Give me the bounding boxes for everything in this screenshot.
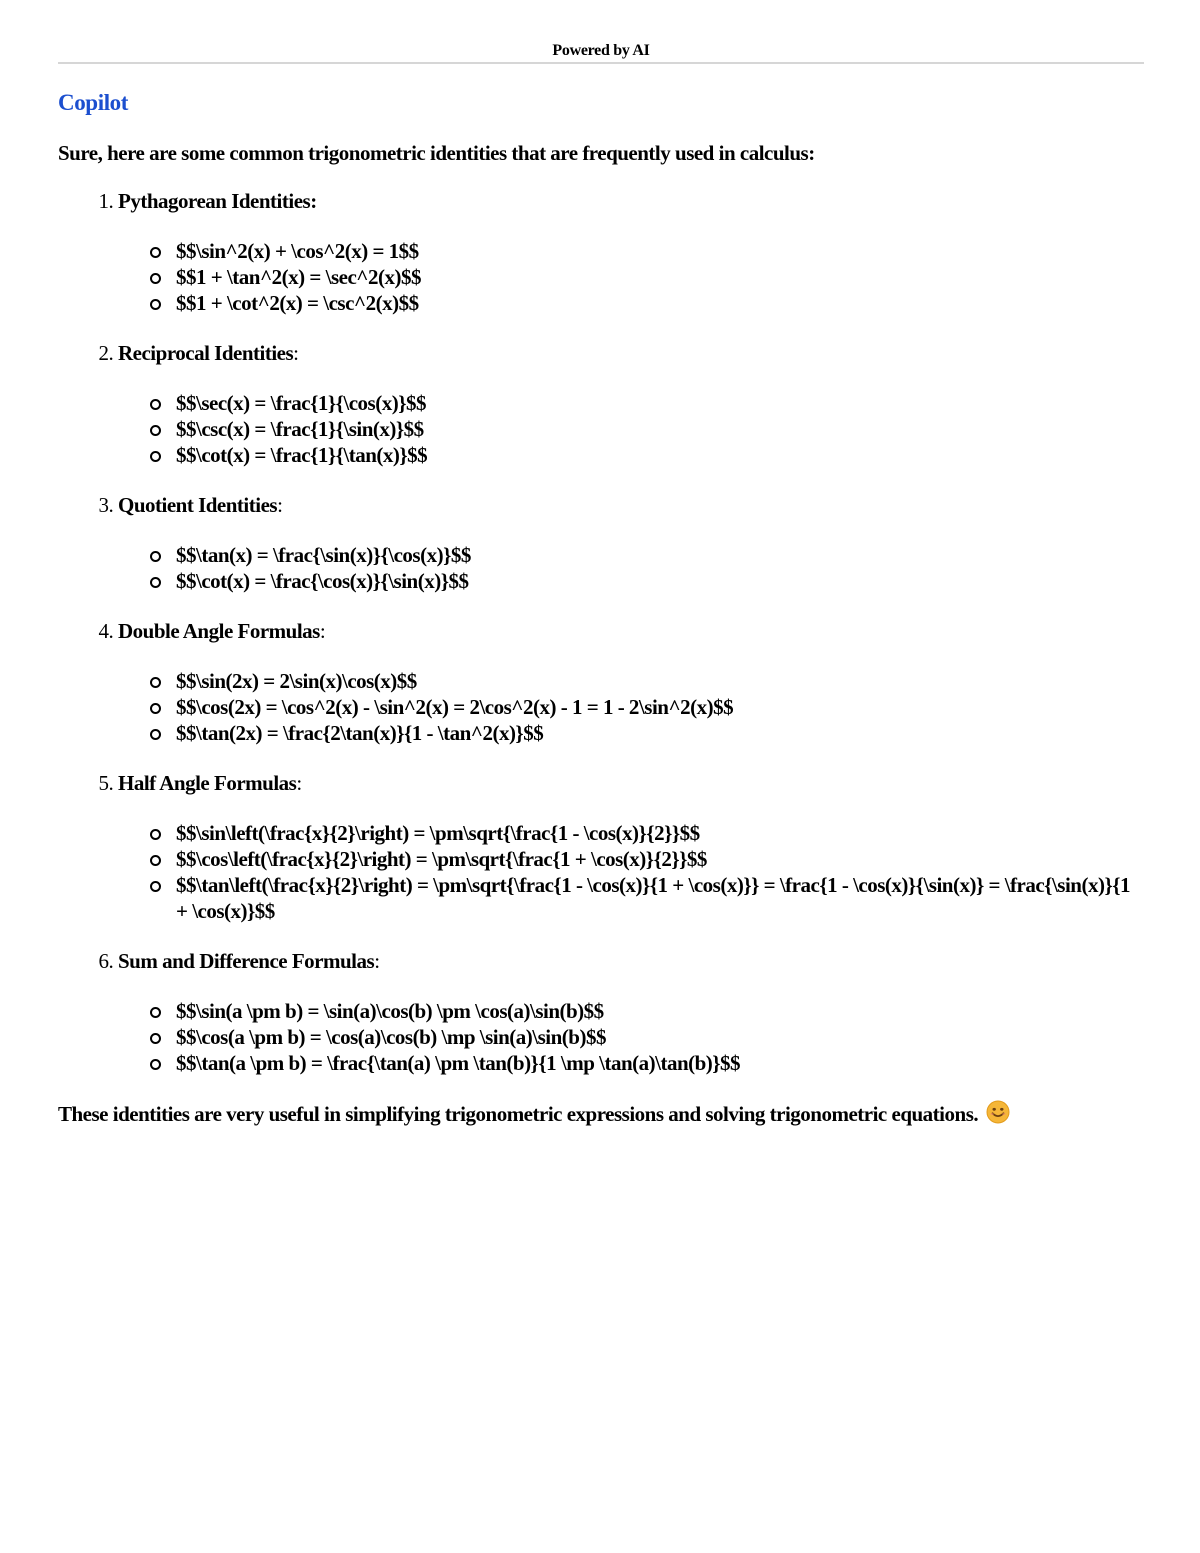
hollow-circle-bullet-icon xyxy=(150,1007,161,1018)
formula-item xyxy=(176,416,1144,442)
formula-list xyxy=(118,668,1144,746)
formula-list xyxy=(118,542,1144,594)
hollow-circle-bullet-icon xyxy=(150,729,161,740)
formula-text: $$1 + \cot^2(x) = \csc^2(x)$$ xyxy=(176,291,419,315)
smiling-face-graphic xyxy=(986,1100,1010,1124)
section-title-colon: : xyxy=(293,341,299,365)
hollow-circle-bullet-icon xyxy=(150,299,161,310)
section-title: Pythagorean Identities: xyxy=(118,189,317,213)
formula-item xyxy=(176,1024,1144,1050)
formula-item xyxy=(176,568,1144,594)
formula-list xyxy=(118,820,1144,924)
formula-text: $$\tan(2x) = \frac{2\tan(x)}{1 - \tan^2(x)}$$ xyxy=(176,721,544,745)
formula-item xyxy=(176,390,1144,416)
formula-item xyxy=(176,542,1144,568)
hollow-circle-bullet-icon xyxy=(150,399,161,410)
intro-text: Sure, here are some common trigonometric identities that are frequently used in calculus: xyxy=(58,141,815,165)
hollow-circle-bullet-icon xyxy=(150,855,161,866)
identity-sections-list xyxy=(58,188,1144,1076)
section-title-colon: : xyxy=(319,619,326,643)
formula-item xyxy=(176,1050,1144,1076)
section-title-colon: : xyxy=(277,493,283,517)
page-header xyxy=(58,0,1144,64)
formula-text: $$\cos(a \pm b) = \cos(a)\cos(b) \mp \sin(a)\sin(b)$$ xyxy=(176,1025,606,1049)
hollow-circle-bullet-icon xyxy=(150,577,161,588)
closing-text-content: These identities are very useful in simplifying trigonometric expressions and solving trigonometric equations. xyxy=(58,1102,979,1126)
hollow-circle-bullet-icon xyxy=(150,273,161,284)
formula-text: $$\sin(a \pm b) = \sin(a)\cos(b) \pm \cos(a)\sin(b)$$ xyxy=(176,999,604,1023)
identity-section xyxy=(118,492,1144,594)
formula-text: $$\cos(2x) = \cos^2(x) - \sin^2(x) = 2\cos^2(x) - 1 = 1 - 2\sin^2(x)$$ xyxy=(176,695,734,719)
formula-item xyxy=(176,998,1144,1024)
formula-list xyxy=(118,390,1144,468)
section-title-colon: : xyxy=(374,949,380,973)
formula-item xyxy=(176,442,1144,468)
section-title-colon: : xyxy=(296,771,302,795)
closing-text xyxy=(58,1100,1144,1130)
formula-text: $$1 + \tan^2(x) = \sec^2(x)$$ xyxy=(176,265,421,289)
formula-text: $$\tan(a \pm b) = \frac{\tan(a) \pm \tan(b)}{1 \mp \tan(a)\tan(b)}$$ xyxy=(176,1051,741,1075)
identity-section xyxy=(118,770,1144,924)
section-title: Reciprocal Identities xyxy=(118,341,294,365)
formula-item xyxy=(176,720,1144,746)
formula-item xyxy=(176,290,1144,316)
section-title: Double Angle Formulas xyxy=(118,619,320,643)
formula-list xyxy=(118,238,1144,316)
formula-item xyxy=(176,264,1144,290)
hollow-circle-bullet-icon xyxy=(150,1059,161,1070)
section-title: Sum and Difference Formulas xyxy=(118,949,375,973)
formula-text: $$\sin^2(x) + \cos^2(x) = 1$$ xyxy=(176,239,419,263)
hollow-circle-bullet-icon xyxy=(150,881,161,892)
identity-section xyxy=(118,948,1144,1076)
hollow-circle-bullet-icon xyxy=(150,551,161,562)
hollow-circle-bullet-icon xyxy=(150,247,161,258)
formula-text: $$\cot(x) = \frac{1}{\tan(x)}$$ xyxy=(176,443,428,467)
formula-item xyxy=(176,668,1144,694)
identity-section xyxy=(118,618,1144,746)
formula-text: $$\cos\left(\frac{x}{2}\right) = \pm\sqrt{\frac{1 + \cos(x)}{2}}$$ xyxy=(176,847,707,871)
hollow-circle-bullet-icon xyxy=(150,677,161,688)
brand-title: Copilot xyxy=(58,90,129,115)
formula-item xyxy=(176,238,1144,264)
section-title: Half Angle Formulas xyxy=(118,771,297,795)
powered-by-label: Powered by AI xyxy=(552,42,650,59)
formula-item xyxy=(176,846,1144,872)
hollow-circle-bullet-icon xyxy=(150,425,161,436)
formula-item xyxy=(176,820,1144,846)
section-title: Quotient Identities xyxy=(118,493,278,517)
formula-text: $$\tan(x) = \frac{\sin(x)}{\cos(x)}$$ xyxy=(176,543,471,567)
formula-item xyxy=(176,694,1144,720)
formula-item xyxy=(176,872,1144,924)
identity-section xyxy=(118,188,1144,316)
formula-text: $$\sin(2x) = 2\sin(x)\cos(x)$$ xyxy=(176,669,417,693)
hollow-circle-bullet-icon xyxy=(150,703,161,714)
formula-text: $$\tan\left(\frac{x}{2}\right) = \pm\sqrt{\frac{1 - \cos(x)}{1 + \cos(x)}} = \frac{1 - \cos(x)}{\sin(x)} = \frac{\sin(x)}{1 + \cos(x)}$$ xyxy=(176,873,1130,923)
formula-text: $$\csc(x) = \frac{1}{\sin(x)}$$ xyxy=(176,417,424,441)
formula-list xyxy=(118,998,1144,1076)
hollow-circle-bullet-icon xyxy=(150,451,161,462)
formula-text: $$\sin\left(\frac{x}{2}\right) = \pm\sqrt{\frac{1 - \cos(x)}{2}}$$ xyxy=(176,821,700,845)
identity-section xyxy=(118,340,1144,468)
hollow-circle-bullet-icon xyxy=(150,829,161,840)
hollow-circle-bullet-icon xyxy=(150,1033,161,1044)
document-page xyxy=(58,0,1144,1130)
formula-text: $$\cot(x) = \frac{\cos(x)}{\sin(x)}$$ xyxy=(176,569,469,593)
smiling-face-icon xyxy=(986,1100,1010,1130)
formula-text: $$\sec(x) = \frac{1}{\cos(x)}$$ xyxy=(176,391,426,415)
